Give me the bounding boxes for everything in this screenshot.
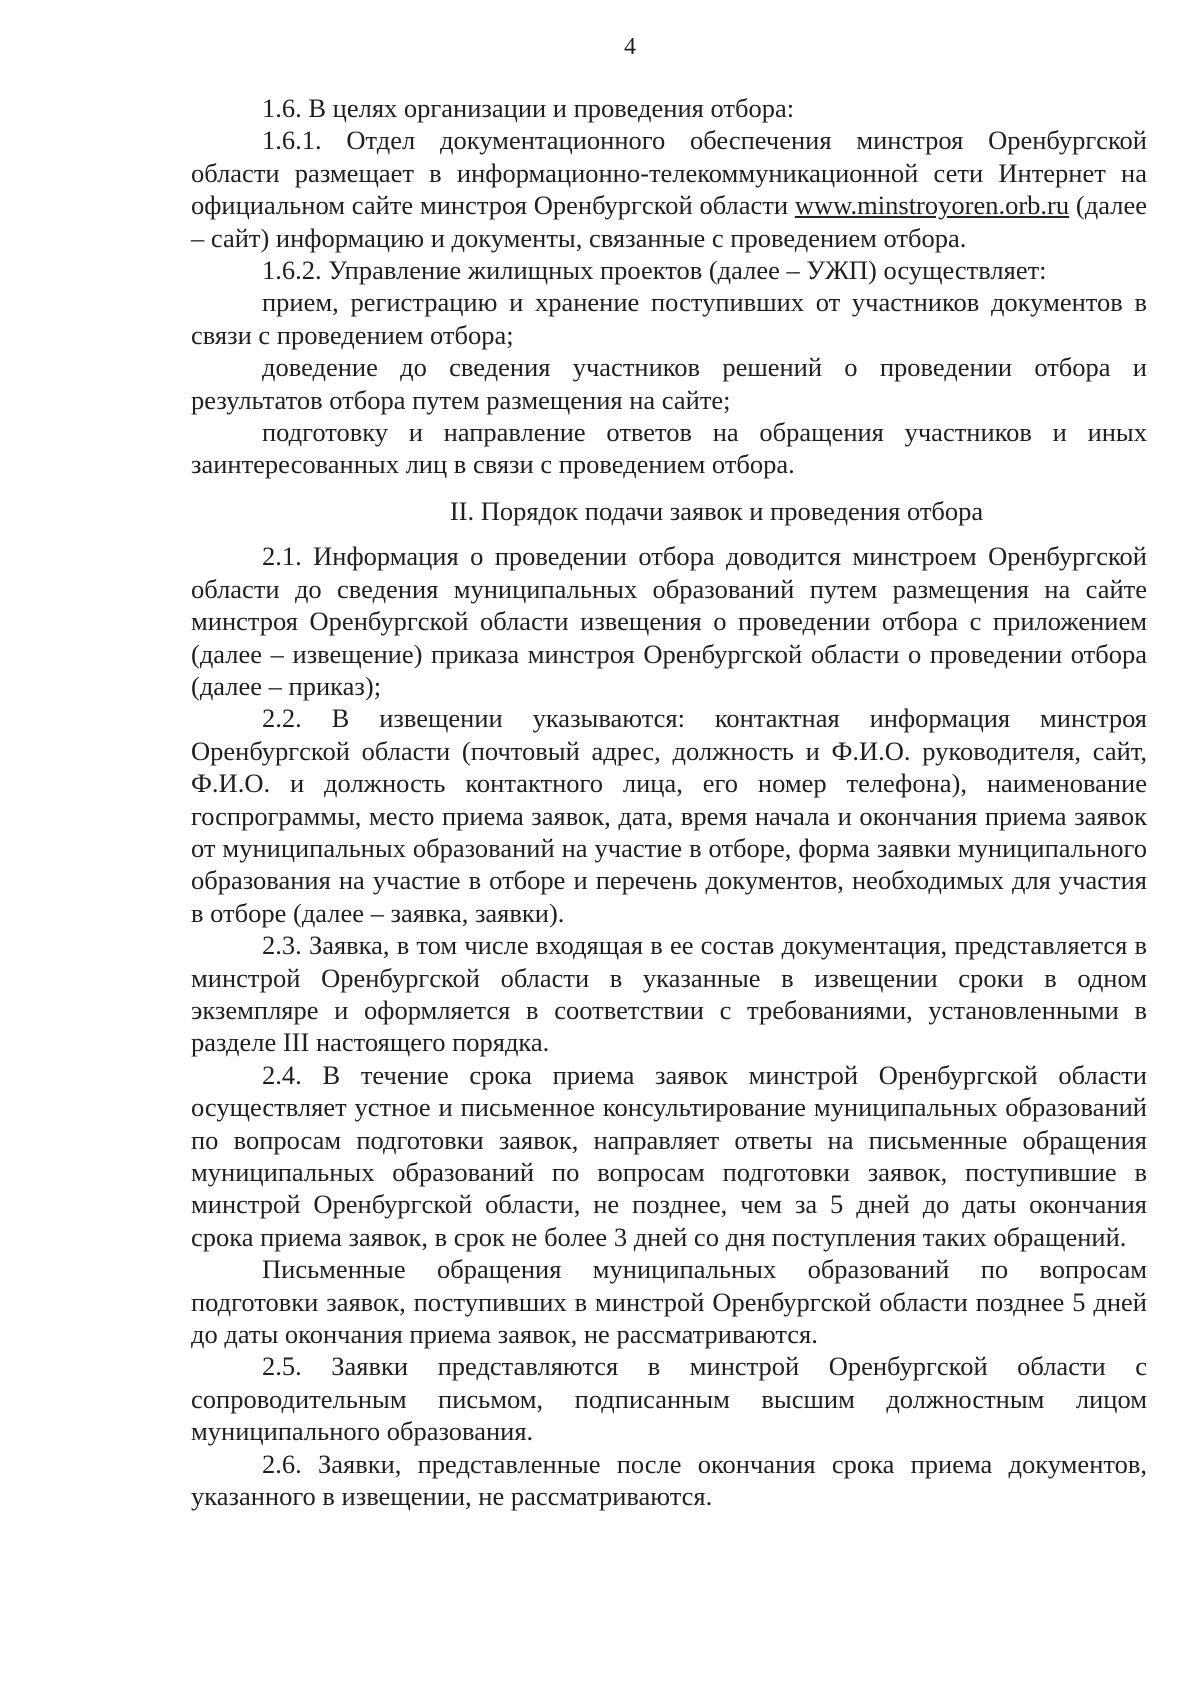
section-2-heading: II. Порядок подачи заявок и проведения отбора	[449, 495, 984, 526]
paragraph-dovedenie: доведение до сведения участников решений о проведении отбора и результатов отбора путем размещения на сайте;	[191, 352, 1147, 415]
paragraph-podgotovka: подготовку и направление ответов на обращения участников и иных заинтересованных лиц в связи с проведением отбора.	[191, 417, 1147, 480]
paragraph-1-6-1-text: 1.6.1. Отдел документационного обеспечения минстроя Оренбургской области размещает в информационно-телекоммуникационной сети Интернет на официальном сайте минстроя Оренбургской области	[191, 125, 1147, 221]
paragraph-2-3: 2.3. Заявка, в том числе входящая в ее состав документация, представляется в минстрой Оренбургской области в указанные в извещении сроки в одном экземпляре и оформляется в соответствии с требованиями, установленными в разделе III настоящего порядка.	[191, 930, 1147, 1058]
paragraph-2-1: 2.1. Информация о проведении отбора доводится минстроем Оренбургской области до сведения муниципальных образований путем размещения на сайте минстроя Оренбургской области извещения о проведении отбора с приложением (далее – извещение) приказа минстроя Оренбургской области о проведении отбора (далее – приказ);	[191, 541, 1147, 701]
paragraph-priem: прием, регистрацию и хранение поступивших от участников документов в связи с проведением отбора;	[191, 287, 1147, 350]
paragraph-2-6: 2.6. Заявки, представленные после окончания срока приема документов, указанного в извещении, не рассматриваются.	[191, 1448, 1147, 1512]
document-body	[191, 92, 1147, 1512]
paragraph-2-2: 2.2. В извещении указываются: контактная информация минстроя Оренбургской области (почтовый адрес, должность и Ф.И.О. руководителя, сайт, Ф.И.О. и должность контактного лица, его номер телефона), наименование госпрограммы, место приема заявок, дата, время начала и окончания приема заявок от муниципальных образований на участие в отборе, форма заявки муниципального образования на участие в отборе и перечень документов, необходимых для участия в отборе (далее – заявка, заявки).	[191, 703, 1147, 928]
website-link[interactable]: www.minstroyoren.orb.ru	[794, 190, 1070, 221]
paragraph-1-6-1-text-end: (далее – сайт) информацию и документы, связанные с проведением отбора.	[191, 190, 1147, 253]
paragraph-pismennye: Письменные обращения муниципальных образований по вопросам подготовки заявок, поступивших в минстрой Оренбургской области позднее 5 дней до даты окончания приема заявок, не рассматриваются.	[191, 1254, 1147, 1350]
paragraph-2-4: 2.4. В течение срока приема заявок минстрой Оренбургской области осуществляет устное и письменное консультирование муниципальных образований по вопросам подготовки заявок, направляет ответы на письменные обращения муниципальных образований по вопросам подготовки заявок, поступившие в минстрой Оренбургской области, не позднее, чем за 5 дней до даты окончания срока приема заявок, в срок не более 3 дней со дня поступления таких обращений.	[191, 1059, 1147, 1252]
page-number: 4	[624, 34, 636, 60]
paragraph-2-5: 2.5. Заявки представляются в минстрой Оренбургской области с сопроводительным письмом, подписанным высшим должностным лицом муниципального образования.	[191, 1351, 1147, 1447]
paragraph-1-6: 1.6. В целях организации и проведения отбора:	[262, 93, 795, 123]
paragraph-1-6-2: 1.6.2. Управление жилищных проектов (далее – УЖП) осуществляет:	[262, 255, 1047, 286]
paragraph-1-6-1	[191, 124, 1147, 254]
